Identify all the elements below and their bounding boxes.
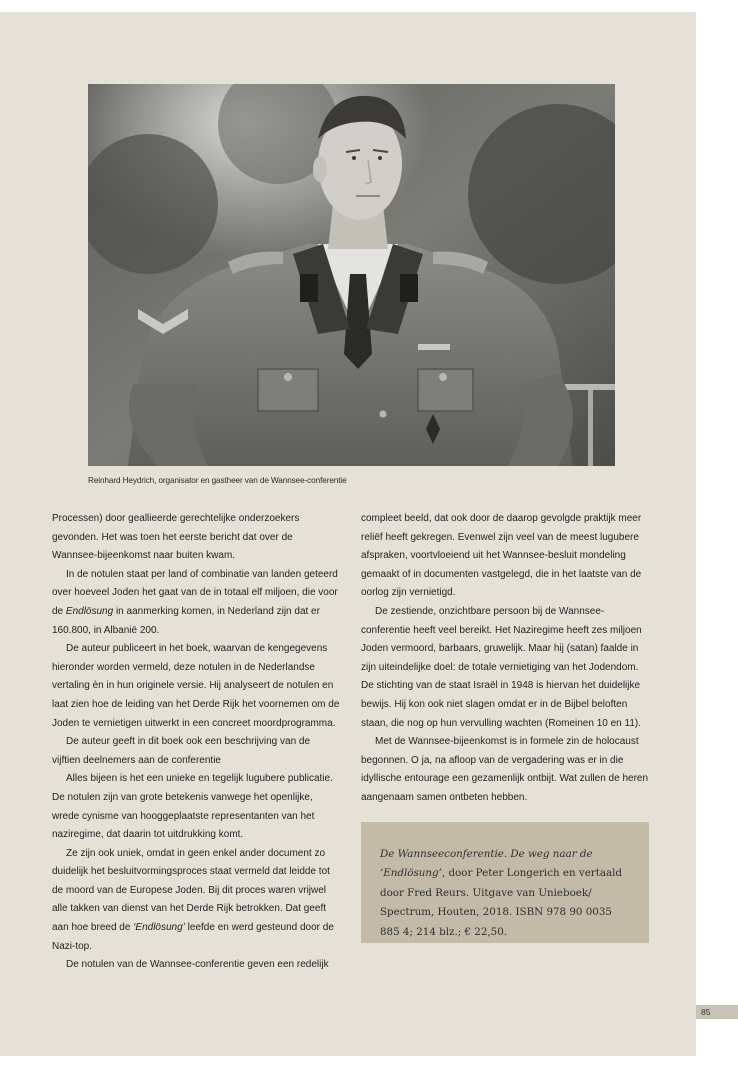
right-text-column	[361, 510, 649, 808]
book-details: , door Peter Longerich en vertaald door Fred Reurs. Uitgave van Unieboek/ Spectrum, Houten, 2018. ISBN 978 90 0035 885 4; 214 blz.; € 22,50.	[380, 867, 623, 938]
book-title: De Wannseeconferentie. De weg naar de	[380, 848, 593, 860]
left-paragraph-6: Ze zijn ook uniek, omdat in geen enkel ander document zo duidelijk het besluitvormingsproces staat vermeld dat leidde tot de moord van de Europese Joden. Bij dit proces waren vrijwel alle takken van dienst van het Derde Rijk betrokken. Dat geeft aan hoe breed de ‘Endlösung’ leefde en werd gesteund door de Nazi-top.	[52, 847, 334, 952]
left-paragraph-2: In de notulen staat per land of combinatie van landen geteerd over hoeveel Joden het gaat van de in totaal elf miljoen, die voor de Endlösung in aanmerking komen, in Nederland zijn dat er 160.800, in Albanië 200.	[52, 568, 338, 636]
book-title-subtitle: ‘Endlösung’	[380, 867, 442, 880]
left-paragraph-1: Processen) door geallieerde gerechtelijke onderzoekers gevonden. Het was toen het eerste bericht dat over de Wannsee-bijeenkomst naar buiten kwam.	[52, 513, 300, 562]
right-paragraph-1: compleet beeld, dat ook door de daarop gevolgde praktijk meer reliëf heeft gekregen. Evenwel zijn veel van de meest lugubere afspraken, voortvloeiend uit het Wannsee-besluit mondeling gemaakt of in documenten vastgelegd, die in het laatste van de oorlog zijn vernietigd.	[361, 513, 642, 599]
book-info-box	[361, 822, 649, 943]
left-paragraph-3: De auteur publiceert in het boek, waarvan de kengegevens hieronder worden vermeld, deze notulen in de Nederlandse vertaling èn in hun originele versie. Hij analyseert de notulen en laat zien hoe de leiding van het Derde Rijk het voornemen om de Joden te vernietigen uitwerkt in een concreet moordprogramma.	[52, 643, 340, 729]
photo-caption: Reinhard Heydrich, organisator en gastheer van de Wannsee-conferentie	[88, 476, 347, 485]
right-paragraph-3: Met de Wannsee-bijeenkomst is in formele zin de holocaust begonnen. O ja, na afloop van de vergadering was er in die idyllische entourage een gezamenlijk ontbijt. Wat zullen de heren aangenaam samen ontbeten hebben.	[361, 736, 649, 803]
left-paragraph-7: De notulen van de Wannsee-conferentie geven een redelijk	[66, 959, 329, 971]
portrait-photo	[88, 84, 615, 466]
right-paragraph-2: De zestiende, onzichtbare persoon bij de Wannsee-conferentie heeft veel bereikt. Het Naziregime heeft zes miljoen Joden vermoord, barbaars, gruwelijk. Maar hij (satan) faalde in zijn uiteindelijke doel: de totale vernietiging van het Jodendom. De stichting van de staat Israël in 1948 is hiervan het duidelijke bewijs. Hij kon ook niet slagen omdat er in de Bijbel beloften staan, die nog op hun vervulling wachten (Romeinen 10 en 11).	[361, 605, 642, 729]
left-paragraph-4: De auteur geeft in dit boek ook een beschrijving van de vijftien deelnemers aan de conferentie	[52, 736, 311, 766]
page-number: 85	[696, 1005, 738, 1019]
left-text-column	[52, 510, 340, 975]
left-paragraph-5: Alles bijeen is het een unieke en tegelijk lugubere publicatie. De notulen zijn van grote betekenis vanwege het openlijke, wrede cynisme van hooggeplaatste representanten van het naziregime, dat daarin tot uitdrukking komt.	[52, 773, 333, 841]
